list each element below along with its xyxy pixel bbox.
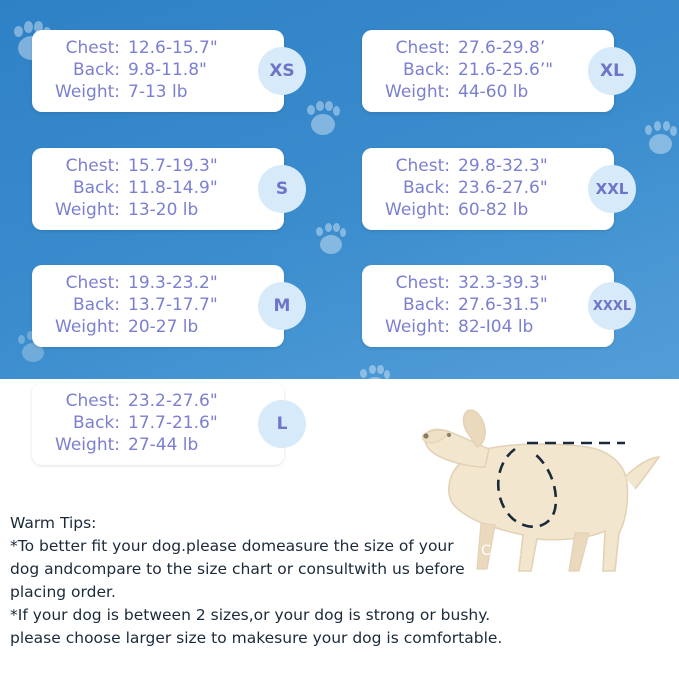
chest-row bbox=[374, 37, 604, 59]
weight-row bbox=[44, 199, 274, 221]
size-badge-m: M bbox=[258, 282, 306, 330]
weight-label: Weight: bbox=[385, 200, 450, 220]
back-row bbox=[44, 294, 274, 316]
chest-label: Chest: bbox=[65, 391, 120, 411]
warm-tips bbox=[10, 512, 510, 650]
chest-value: 12.6-15.7" bbox=[128, 38, 218, 58]
chest-value: 15.7-19.3" bbox=[128, 156, 218, 176]
tips-line-1: *To better fit your dog.please domeasure the size of your bbox=[10, 537, 454, 555]
back-value: 11.8-14.9" bbox=[128, 178, 218, 198]
size-badge-l: L bbox=[258, 400, 306, 448]
back-value: 13.7-17.7" bbox=[128, 295, 218, 315]
back-label: Back: bbox=[73, 60, 120, 80]
size-badge-xs: XS bbox=[258, 47, 306, 95]
chest-row bbox=[374, 272, 604, 294]
size-card-s bbox=[32, 148, 289, 230]
paw-print-icon bbox=[645, 120, 677, 156]
size-card-m bbox=[32, 265, 291, 347]
size-badge-xl: XL bbox=[588, 47, 636, 95]
weight-value: 7-13 lb bbox=[128, 82, 188, 102]
back-row bbox=[44, 177, 274, 199]
paw-print-icon bbox=[306, 100, 340, 138]
chest-label: Chest: bbox=[65, 273, 120, 293]
tips-line-5: please choose larger size to makesure your dog is comfortable. bbox=[10, 629, 503, 647]
chest-label: Chest: bbox=[65, 38, 120, 58]
chest-row bbox=[44, 390, 274, 412]
chest-value: 23.2-27.6" bbox=[128, 391, 218, 411]
chest-label: Chest: bbox=[395, 38, 450, 58]
size-card-xs bbox=[32, 30, 295, 112]
weight-label: Weight: bbox=[55, 435, 120, 455]
weight-value: 82-I04 lb bbox=[458, 317, 534, 337]
size-card-xl bbox=[362, 30, 624, 112]
back-label: Back: bbox=[403, 178, 450, 198]
weight-row bbox=[374, 316, 604, 338]
weight-value: 60-82 lb bbox=[458, 200, 529, 220]
back-label: Back: bbox=[403, 60, 450, 80]
tips-heading: Warm Tips: bbox=[10, 514, 97, 532]
size-card-xxl bbox=[362, 148, 629, 230]
weight-row bbox=[374, 81, 604, 103]
weight-row bbox=[374, 199, 604, 221]
back-label: Back: bbox=[73, 295, 120, 315]
back-row bbox=[44, 59, 274, 81]
chest-value: 29.8-32.3" bbox=[458, 156, 548, 176]
tips-line-2: dog andcompare to the size chart or consultwith us before bbox=[10, 560, 465, 578]
back-value: 21.6-25.6’" bbox=[458, 60, 554, 80]
weight-value: 20-27 lb bbox=[128, 317, 199, 337]
weight-label: Weight: bbox=[385, 317, 450, 337]
back-row bbox=[374, 59, 604, 81]
weight-label: Weight: bbox=[385, 82, 450, 102]
size-badge-xxl: XXL bbox=[588, 165, 636, 213]
weight-value: 27-44 lb bbox=[128, 435, 199, 455]
weight-value: 44-60 lb bbox=[458, 82, 529, 102]
paw-print-icon bbox=[316, 222, 346, 256]
chest-row bbox=[44, 155, 274, 177]
chest-label: Chest: bbox=[65, 156, 120, 176]
back-row bbox=[374, 177, 604, 199]
size-badge-xxxl: XXXL bbox=[588, 282, 636, 330]
chest-value: 19.3-23.2" bbox=[128, 273, 218, 293]
tips-line-4: *If your dog is between 2 sizes,or your dog is strong or bushy. bbox=[10, 606, 491, 624]
back-row bbox=[374, 294, 604, 316]
weight-row bbox=[44, 81, 274, 103]
weight-label: Weight: bbox=[55, 82, 120, 102]
chest-row bbox=[44, 272, 274, 294]
weight-label: Weight: bbox=[55, 317, 120, 337]
back-length-caption: Back Length bbox=[560, 383, 647, 399]
back-row bbox=[44, 412, 274, 434]
back-label: Back: bbox=[403, 295, 450, 315]
back-label: Back: bbox=[73, 413, 120, 433]
size-card-xxxl bbox=[362, 265, 632, 347]
weight-label: Weight: bbox=[55, 200, 120, 220]
back-value: 27.6-31.5" bbox=[458, 295, 548, 315]
chest-row bbox=[374, 155, 604, 177]
tips-line-3: placing order. bbox=[10, 583, 116, 601]
chest-row bbox=[44, 37, 274, 59]
weight-row bbox=[44, 434, 274, 456]
chest-value: 27.6-29.8’ bbox=[458, 38, 546, 58]
chest-caption: Chest bbox=[481, 543, 522, 559]
back-value: 17.7-21.6" bbox=[128, 413, 218, 433]
weight-row bbox=[44, 316, 274, 338]
back-value: 9.8-11.8" bbox=[128, 60, 207, 80]
chest-label: Chest: bbox=[395, 156, 450, 176]
size-badge-s: S bbox=[258, 165, 306, 213]
chest-label: Chest: bbox=[395, 273, 450, 293]
chest-value: 32.3-39.3" bbox=[458, 273, 548, 293]
size-card-l bbox=[32, 383, 288, 465]
back-label: Back: bbox=[73, 178, 120, 198]
weight-value: 13-20 lb bbox=[128, 200, 199, 220]
back-value: 23.6-27.6" bbox=[458, 178, 548, 198]
